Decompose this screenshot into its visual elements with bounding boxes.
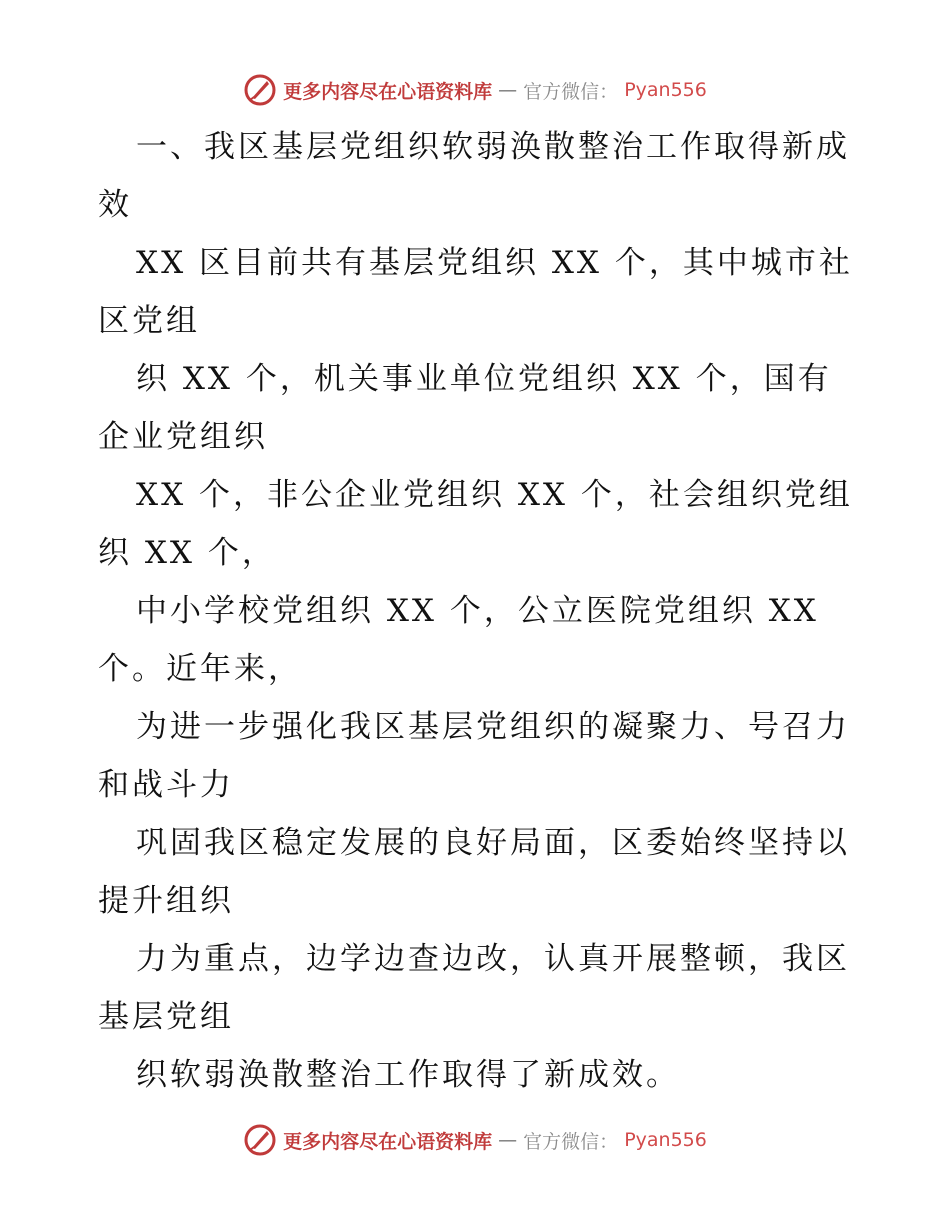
header-watermark xyxy=(0,70,950,110)
quill-logo-icon xyxy=(243,73,277,107)
document-line: 一、我区基层党组织软弱涣散整治工作取得新成效 xyxy=(98,129,850,223)
document-line: 巩固我区稳定发展的良好局面，区委始终坚持以提升组织 xyxy=(98,825,850,919)
watermark-contact-id: Pyan556 xyxy=(624,79,707,101)
document-line: XX 个，非公企业党组织 XX 个，社会组织党组织 XX 个， xyxy=(98,477,853,571)
quill-logo-icon xyxy=(243,1123,277,1157)
watermark-contact-label: 官方微信： xyxy=(523,1130,619,1153)
document-line: 织软弱涣散整治工作取得了新成效。 xyxy=(136,1057,680,1093)
document-line: 中小学校党组织 XX 个，公立医院党组织 XX 个。近年来， xyxy=(98,593,819,687)
watermark-separator: — xyxy=(498,1129,518,1151)
watermark-separator: — xyxy=(498,79,518,101)
footer-watermark xyxy=(0,1120,950,1160)
watermark-brand-text: 更多内容尽在心语资料库 xyxy=(283,1130,493,1153)
document-line: 为进一步强化我区基层党组织的凝聚力、号召力和战斗力 xyxy=(98,709,850,803)
document-line: 织 XX 个，机关事业单位党组织 XX 个，国有企业党组织 xyxy=(98,361,832,455)
watermark-brand-text: 更多内容尽在心语资料库 xyxy=(283,80,493,103)
document-body xyxy=(98,118,858,1104)
document-line: 力为重点，边学边查边改，认真开展整顿，我区基层党组 xyxy=(98,941,850,1035)
watermark-contact-id: Pyan556 xyxy=(624,1129,707,1151)
watermark-contact-label: 官方微信： xyxy=(523,80,619,103)
document-line: XX 区目前共有基层党组织 XX 个，其中城市社区党组 xyxy=(98,245,853,339)
